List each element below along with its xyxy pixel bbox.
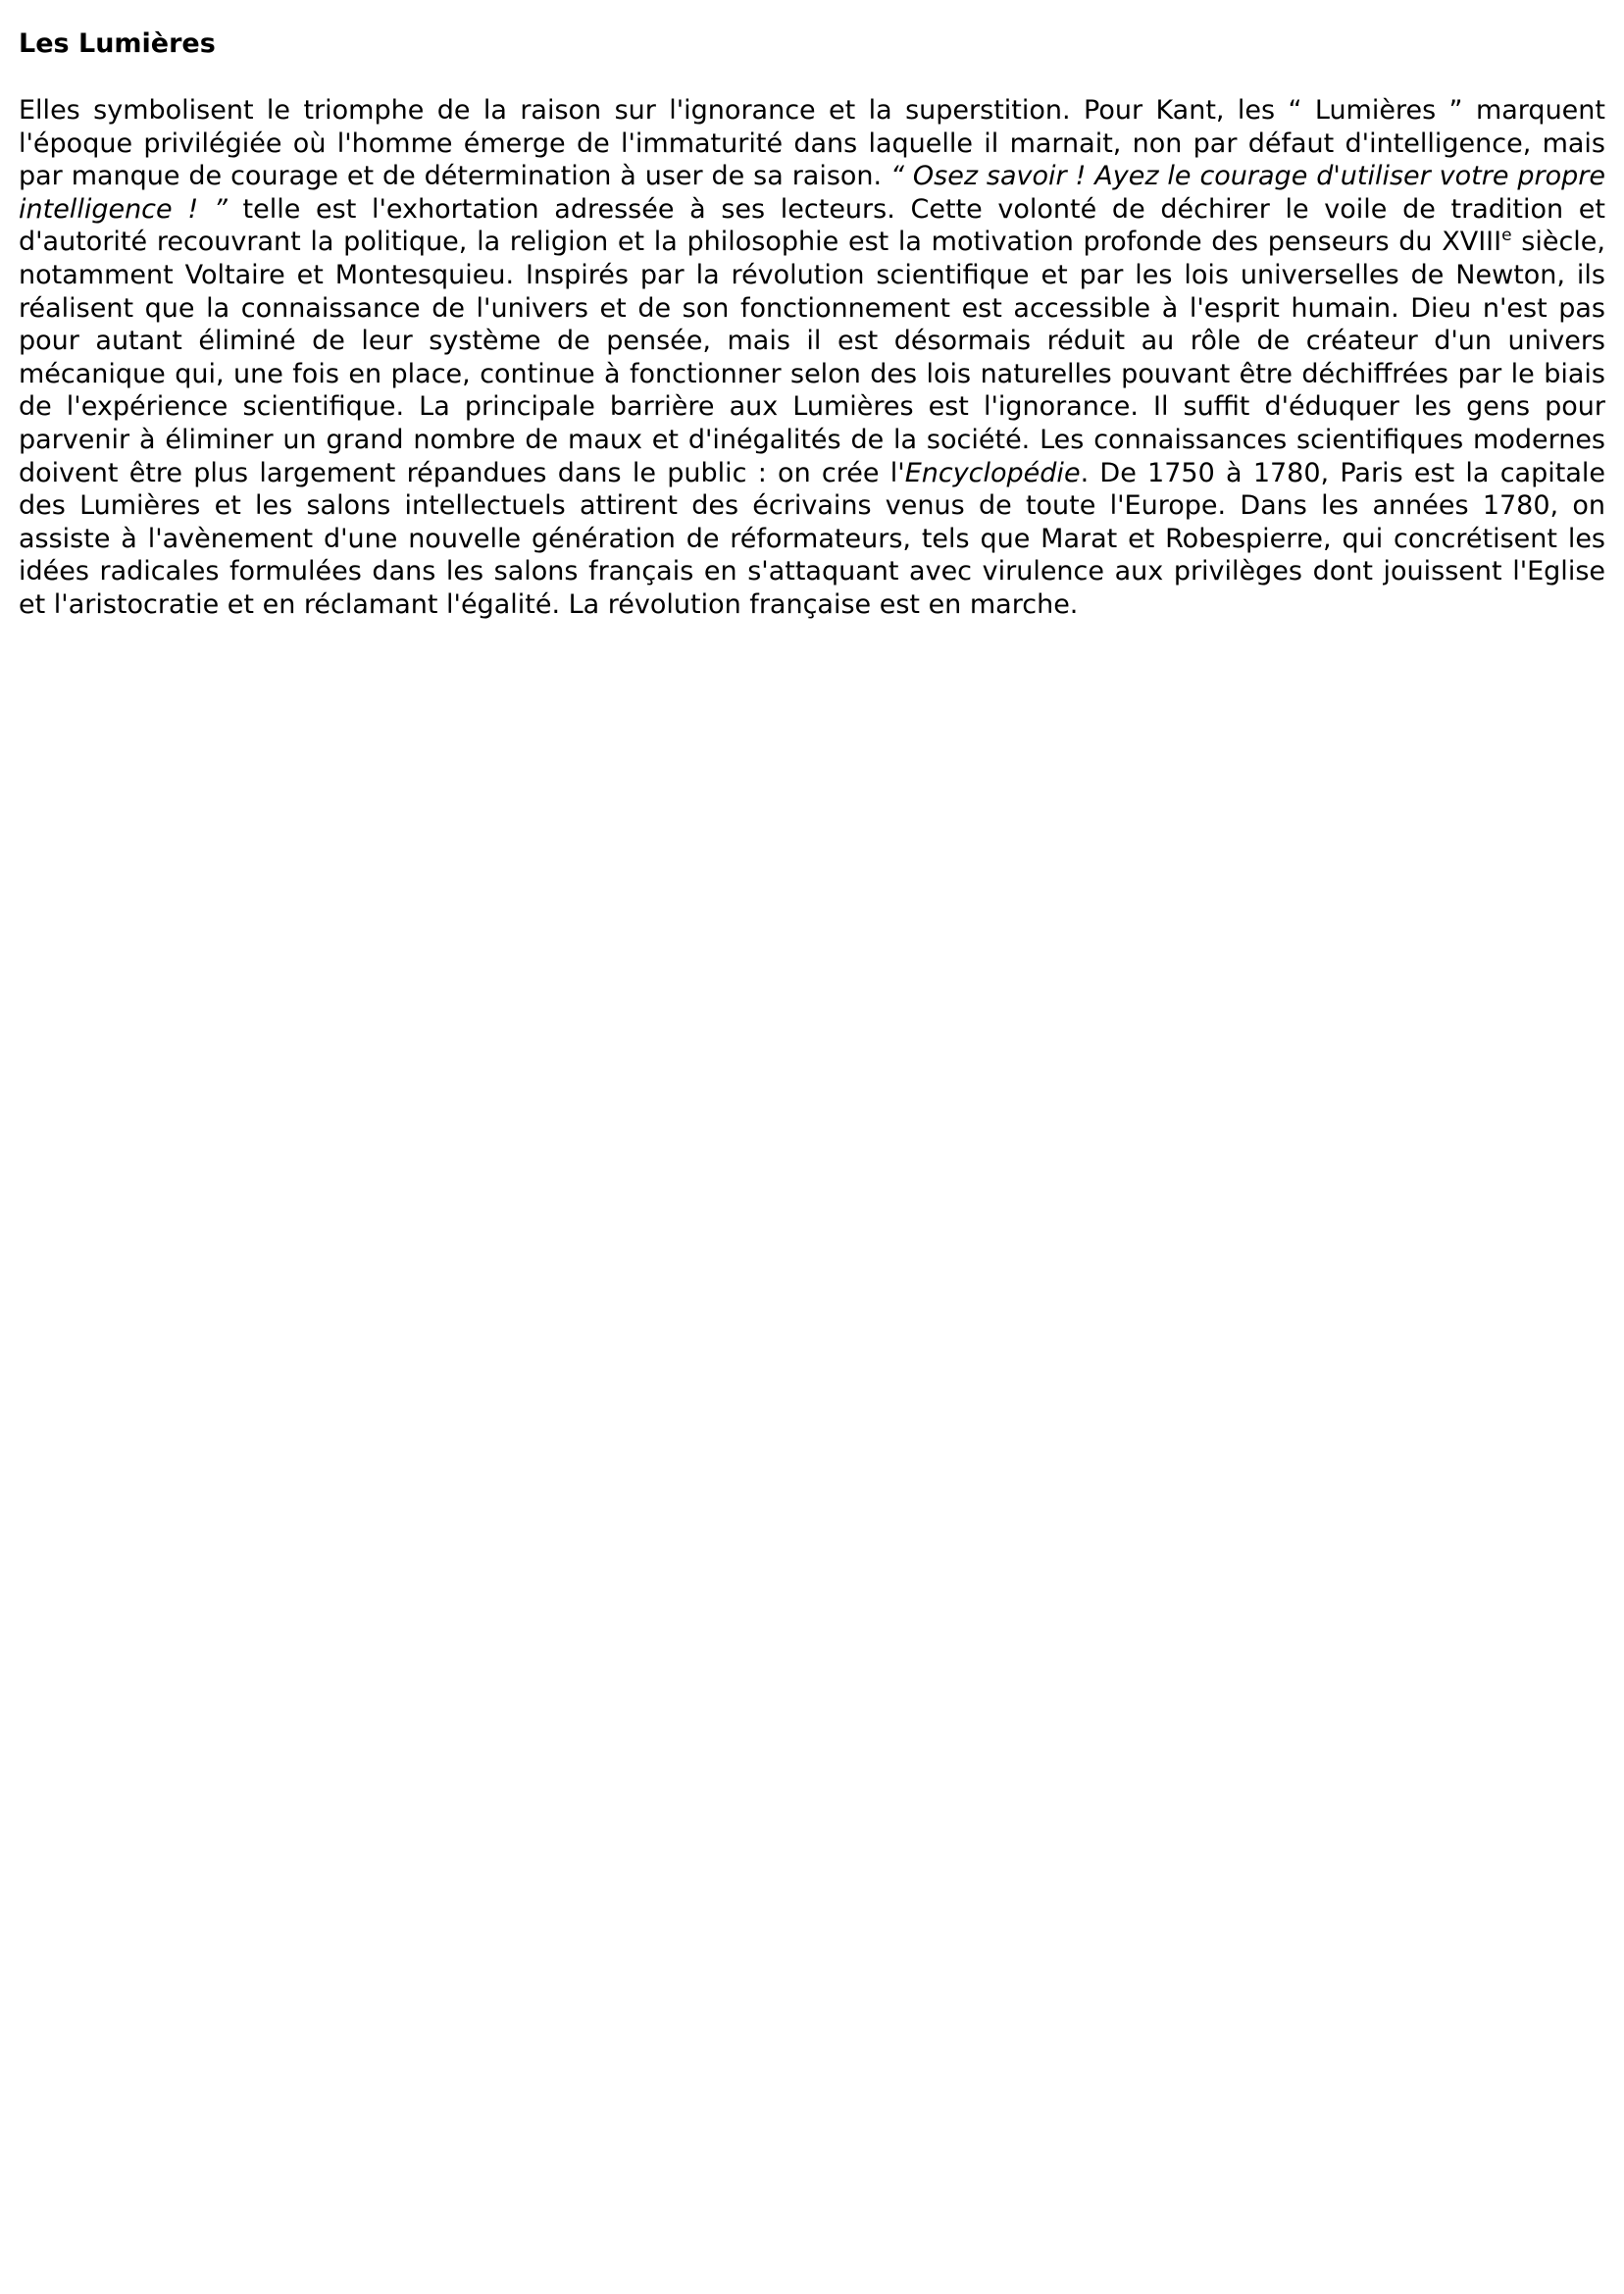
paragraph-text-1: Elles symbolisent le triomphe de la raison sur l'ignorance et la superstition. Pour Kant, les “ Lumières ” marquent l'époque privilégiée où l'homme émerge de l'immaturité dans laquelle il marnait, non par défaut d'intelligence, mais par manque de courage et de détermination à user de sa raison. [19,95,1605,192]
kant-quote: “ Osez savoir ! Ayez le courage d'utiliser votre propre intelligence ! ” [19,161,1605,225]
paragraph-text-3: siècle, notamment Voltaire et Montesquieu. Inspirés par la révolution scientifique et par les lois universelles de Newton, ils réalisent que la connaissance de l'univers et de son fonctionnement est accessible à l'esprit humain. Dieu n'est pas pour autant éliminé de leur système de pensée, mais il est désormais réduit au rôle de créateur d'un univers mécanique qui, une fois en place, continue à fonctionner selon des lois naturelles pouvant être déchiffrées par le biais de l'expérience scientifique. La principale barrière aux Lumières est l'ignorance. Il suffit d'éduquer les gens pour parvenir à éliminer un grand nombre de maux et d'inégalités de la société. Les connaissances scientifiques modernes doivent être plus largement répandues dans le public : on crée l' [19,227,1605,488]
document-page [19,25,1605,622]
paragraph-text-2: telle est l'exhortation adressée à ses lecteurs. Cette volonté de déchirer le voile de tradition et d'autorité recouvrant la politique, la religion et la philosophie est la motivation profonde des penseurs du XVIII [19,193,1605,258]
century-superscript: e [1501,226,1512,246]
paragraph-text-4: . De 1750 à 1780, Paris est la capitale des Lumières et les salons intellectuels attirent des écrivains venus de toute l'Europe. Dans les années 1780, on assiste à l'avènement d'une nouvelle génération de réformateurs, tels que Marat et Robespierre, qui concrétisent les idées radicales formulées dans les salons français en s'attaquant avec virulence aux privilèges dont jouissent l'Eglise et l'aristocratie et en réclamant l'égalité. La révolution française est en marche. [19,457,1605,620]
document-title: Les Lumières [19,28,216,59]
encyclopedie-title: Encyclopédie [904,457,1081,488]
body-paragraph [19,94,1605,622]
